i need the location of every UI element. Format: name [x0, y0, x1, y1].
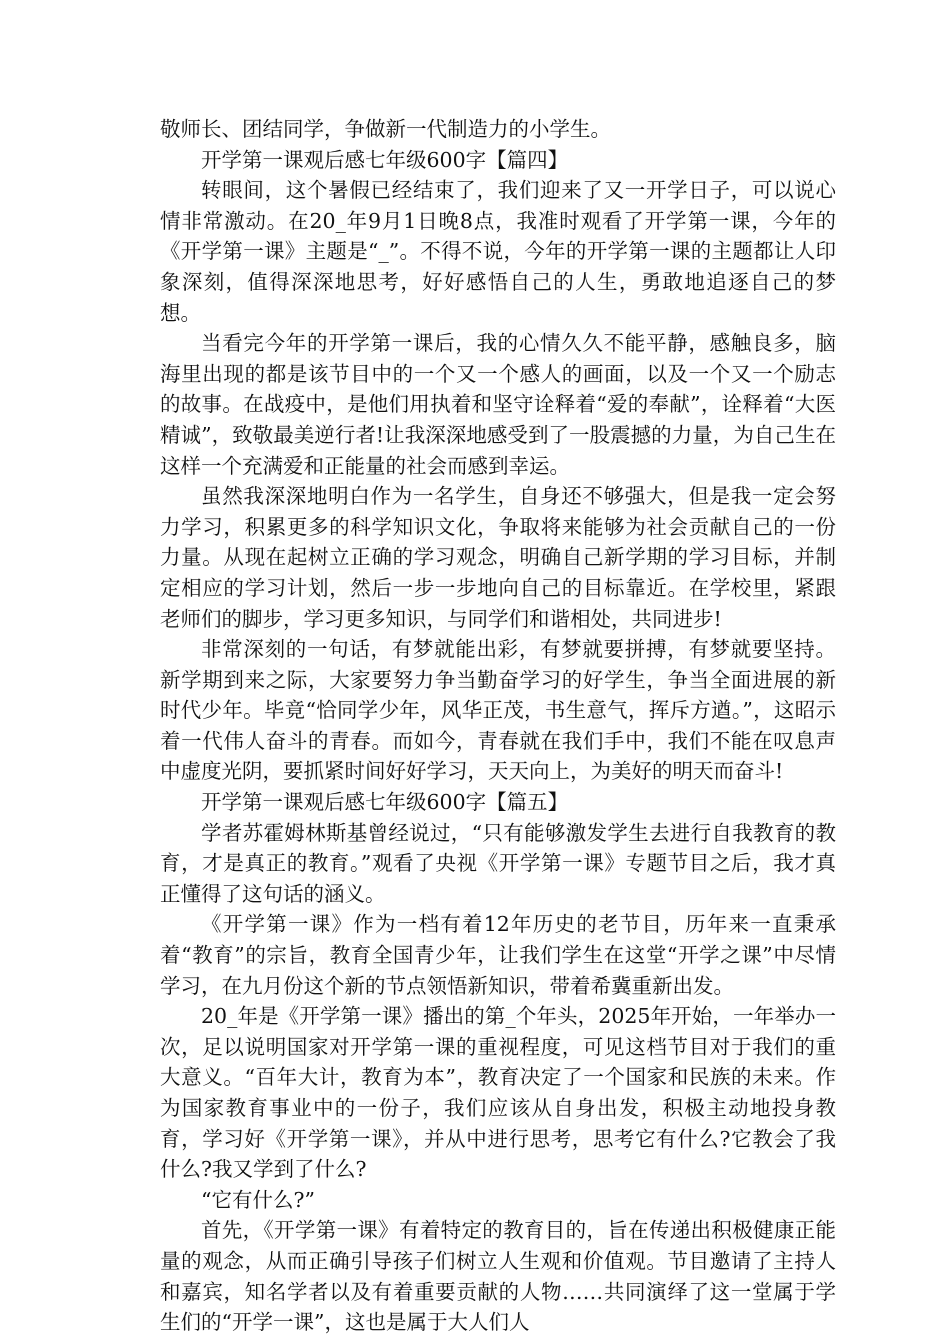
paragraph: 转眼间，这个暑假已经结束了，我们迎来了又一开学日子，可以说心情非常激动。在20_年9月1日晚8点，我准时观看了开学第一课，今年的《开学第一课》主题是“_”。不得不说，今年的开学第一课的主题都让人印象深刻，值得深深地思考，好好感悟自己的人生，勇敢地追逐自己的梦想。	[160, 178, 836, 325]
paragraph: 首先，《开学第一课》有着特定的教育目的，旨在传递出积极健康正能量的观念，从而正确引导孩子们树立人生观和价值观。节目邀请了主持人和嘉宾，知名学者以及有着重要贡献的人物……共同演绎了这一堂属于学生们的“开学一课”，这也是属于大人们人	[160, 1218, 836, 1335]
paragraph: 敬师长、团结同学，争做新一代制造力的小学生。	[160, 117, 611, 141]
paragraph: “它有什么?”	[201, 1187, 315, 1212]
paragraph: 非常深刻的一句话，有梦就能出彩，有梦就要拼搏，有梦就要坚持。新学期到来之际，大家要努力争当勤奋学习的好学生，争当全面进展的新时代少年。毕竟“恰同学少年，风华正茂，书生意气，挥斥方遒。”，这昭示着一代伟人奋斗的青春。而如今，青春就在我们手中，我们不能在叹息声中虚度光阴，要抓紧时间好好学习，天天向上，为美好的明天而奋斗!	[160, 637, 836, 784]
section-heading-4: 开学第一课观后感七年级600字【篇四】	[201, 147, 569, 172]
document-body	[160, 114, 836, 1338]
paragraph: 当看完今年的开学第一课后，我的心情久久不能平静，感触良多，脑海里出现的都是该节目中的一个又一个感人的画面，以及一个又一个励志的故事。在战疫中，是他们用执着和坚守诠释着“爱的奉献”，诠释着“大医精诚”，致敬最美逆行者!让我深深地感受到了一股震撼的力量，为自己生在这样一个充满爱和正能量的社会而感到幸运。	[160, 331, 836, 478]
paragraph: 20_年是《开学第一课》播出的第_个年头，2025年开始，一年举办一次，足以说明国家对开学第一课的重视程度，可见这档节目对于我们的重大意义。“百年大计，教育为本”，教育决定了一个国家和民族的未来。作为国家教育事业中的一份子，我们应该从自身出发，积极主动地投身教育，学习好《开学第一课》，并从中进行思考，思考它有什么?它教会了我什么?我又学到了什么?	[160, 1004, 836, 1182]
paragraph: 学者苏霍姆林斯基曾经说过，“只有能够激发学生去进行自我教育的教育，才是真正的教育。”观看了央视《开学第一课》专题节目之后，我才真正懂得了这句话的涵义。	[160, 820, 836, 906]
paragraph: 《开学第一课》作为一档有着12年历史的老节目，历年来一直秉承着“教育”的宗旨，教育全国青少年，让我们学生在这堂“开学之课”中尽情学习，在九月份这个新的节点领悟新知识，带着希冀重新出发。	[160, 912, 836, 998]
section-heading-5: 开学第一课观后感七年级600字【篇五】	[201, 790, 569, 815]
paragraph: 虽然我深深地明白作为一名学生，自身还不够强大，但是我一定会努力学习，积累更多的科学知识文化，争取将来能够为社会贡献自己的一份力量。从现在起树立正确的学习观念，明确自己新学期的学习目标，并制定相应的学习计划，然后一步一步地向自己的目标靠近。在学校里，紧跟老师们的脚步，学习更多知识，与同学们和谐相处，共同进步!	[160, 484, 836, 631]
